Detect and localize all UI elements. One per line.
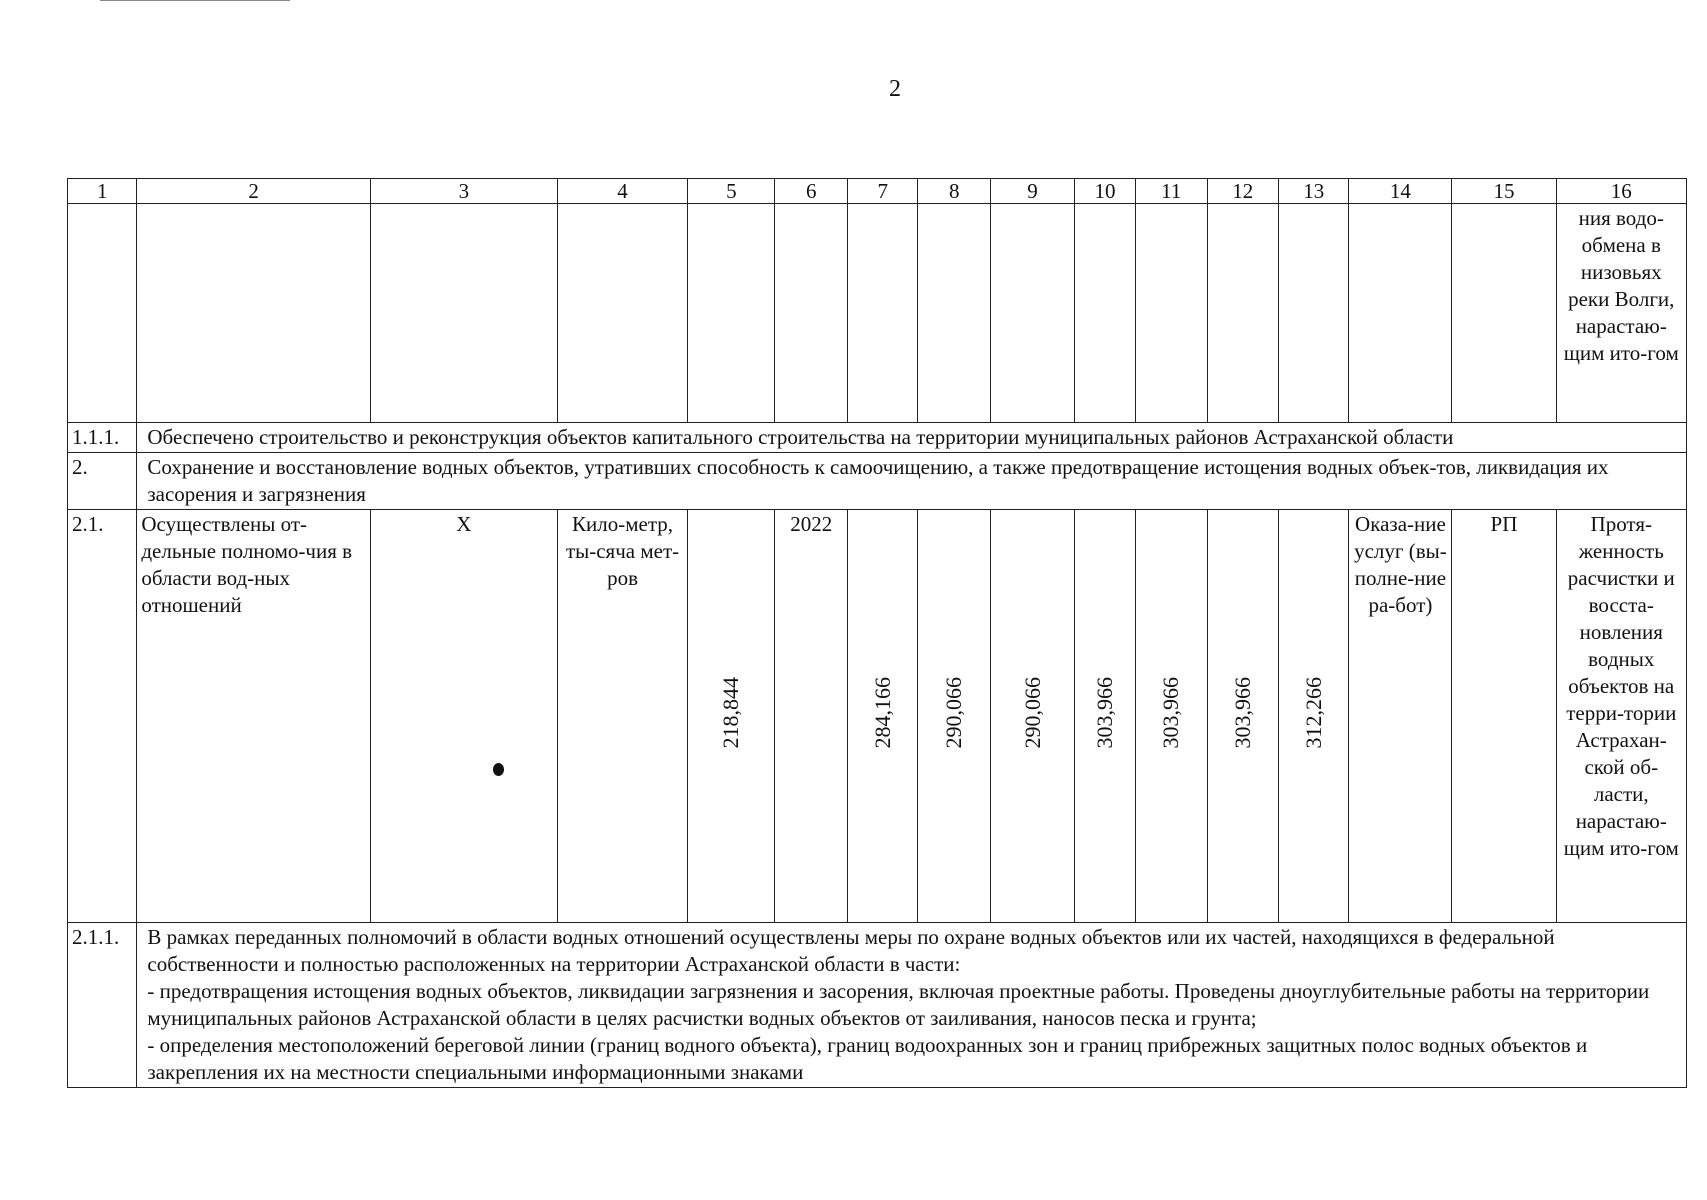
col-number: 3 [370, 179, 557, 204]
col-number: 1 [68, 179, 137, 204]
empty-cell [688, 204, 775, 423]
empty-cell [137, 204, 370, 423]
row-number: 1.1.1. [68, 423, 137, 453]
level-cell: РП [1452, 510, 1556, 923]
col-number: 16 [1556, 179, 1686, 204]
col-number: 14 [1349, 179, 1452, 204]
base-value: 218,844 [718, 676, 744, 749]
col-number: 13 [1279, 179, 1349, 204]
col-number: 11 [1136, 179, 1207, 204]
row-text: Обеспечено строительство и реконструкция объектов капитального строительства на территории муниципальных районов Астраханской области [137, 423, 1687, 453]
value-cell [990, 510, 1074, 923]
col-number: 8 [918, 179, 991, 204]
unit-cell: Кило-метр, ты-сяча мет-ров [557, 510, 687, 923]
value-2026: 290,066 [1019, 676, 1045, 749]
empty-cell [1452, 204, 1556, 423]
year-cell: 2022 [775, 510, 848, 923]
col-number: 7 [848, 179, 918, 204]
value-cell [1136, 510, 1207, 923]
row-number: 2.1. [68, 510, 137, 923]
value-cell [918, 510, 991, 923]
col3-cell: Х [370, 510, 557, 923]
row-2 [68, 453, 1687, 510]
bullet-item: - определения местоположений береговой линии (границ водного объекта), границ водоохранных зон и границ прибрежных защитных полос водных объектов и закрепления их на местности специальными информационными знаками [147, 1033, 1588, 1084]
type-cell: Оказа-ние услуг (вы-полне-ние ра-бот) [1349, 510, 1452, 923]
ink-dot [493, 763, 504, 776]
value-cell [1075, 510, 1136, 923]
value-cell [1279, 510, 1349, 923]
row-text: Сохранение и восстановление водных объектов, утративших способность к самоочищению, а также предотвращение истощения водных объек-тов, ликвидация их засорения и загрязнения [137, 453, 1687, 510]
base-value-cell [688, 510, 775, 923]
value-cell [1207, 510, 1278, 923]
empty-cell [990, 204, 1074, 423]
empty-cell [1075, 204, 1136, 423]
empty-cell [1349, 204, 1452, 423]
empty-cell [68, 204, 137, 423]
row-text: В рамках переданных полномочий в области водных отношений осуществлены меры по охране водных объектов или их частей, находящихся в федеральной собственности и полностью расположенных на территории Астраханской области в части: [147, 925, 1555, 976]
empty-cell [848, 204, 918, 423]
row-2-1 [68, 510, 1687, 923]
col-number: 4 [557, 179, 687, 204]
empty-cell [1136, 204, 1207, 423]
col-number: 9 [990, 179, 1074, 204]
empty-cell [1279, 204, 1349, 423]
value-2024: 284,166 [869, 676, 895, 749]
value-2027: 303,966 [1092, 676, 1118, 749]
col-number: 2 [137, 179, 370, 204]
empty-cell [370, 204, 557, 423]
scan-artifact-line [100, 0, 290, 1]
empty-cell [918, 204, 991, 423]
row-text-block [137, 923, 1687, 1088]
indicator-cell: Протя-женность расчистки и восста-новления водных объектов на терри-тории Астрахан-ской об-ласти, нарастаю-щим ито-гом [1556, 510, 1686, 923]
col-number: 12 [1207, 179, 1278, 204]
indicator-continuation: ния водо-обмена в низовьях реки Волги, нарастаю-щим ито-гом [1556, 204, 1686, 423]
value-2025: 290,066 [941, 676, 967, 749]
programme-table [67, 178, 1687, 1088]
col-number: 10 [1075, 179, 1136, 204]
col-number: 5 [688, 179, 775, 204]
empty-cell [775, 204, 848, 423]
empty-cell [557, 204, 687, 423]
row-number: 2. [68, 453, 137, 510]
row-number: 2.1.1. [68, 923, 137, 1088]
empty-cell [1207, 204, 1278, 423]
row-2-1-1 [68, 923, 1687, 1088]
result-cell: Осуществлены от-дельные полномо-чия в области вод-ных отношений [137, 510, 370, 923]
continuation-row [68, 204, 1687, 423]
bullet-item: - предотвращения истощения водных объектов, ликвидации загрязнения и засорения, включая проектные работы. Проведены дноуглубительные работы на территории муниципальных районов Астраханской области в целях расчистки водных объектов от заиливания, наносов песка и грунта; [147, 979, 1650, 1030]
column-number-row [68, 179, 1687, 204]
col-number: 15 [1452, 179, 1556, 204]
page-number: 2 [889, 76, 901, 102]
value-2029: 303,966 [1229, 676, 1255, 749]
value-2028: 303,966 [1158, 676, 1184, 749]
value-2030: 312,266 [1300, 676, 1326, 749]
value-cell [848, 510, 918, 923]
row-1-1-1 [68, 423, 1687, 453]
col-number: 6 [775, 179, 848, 204]
